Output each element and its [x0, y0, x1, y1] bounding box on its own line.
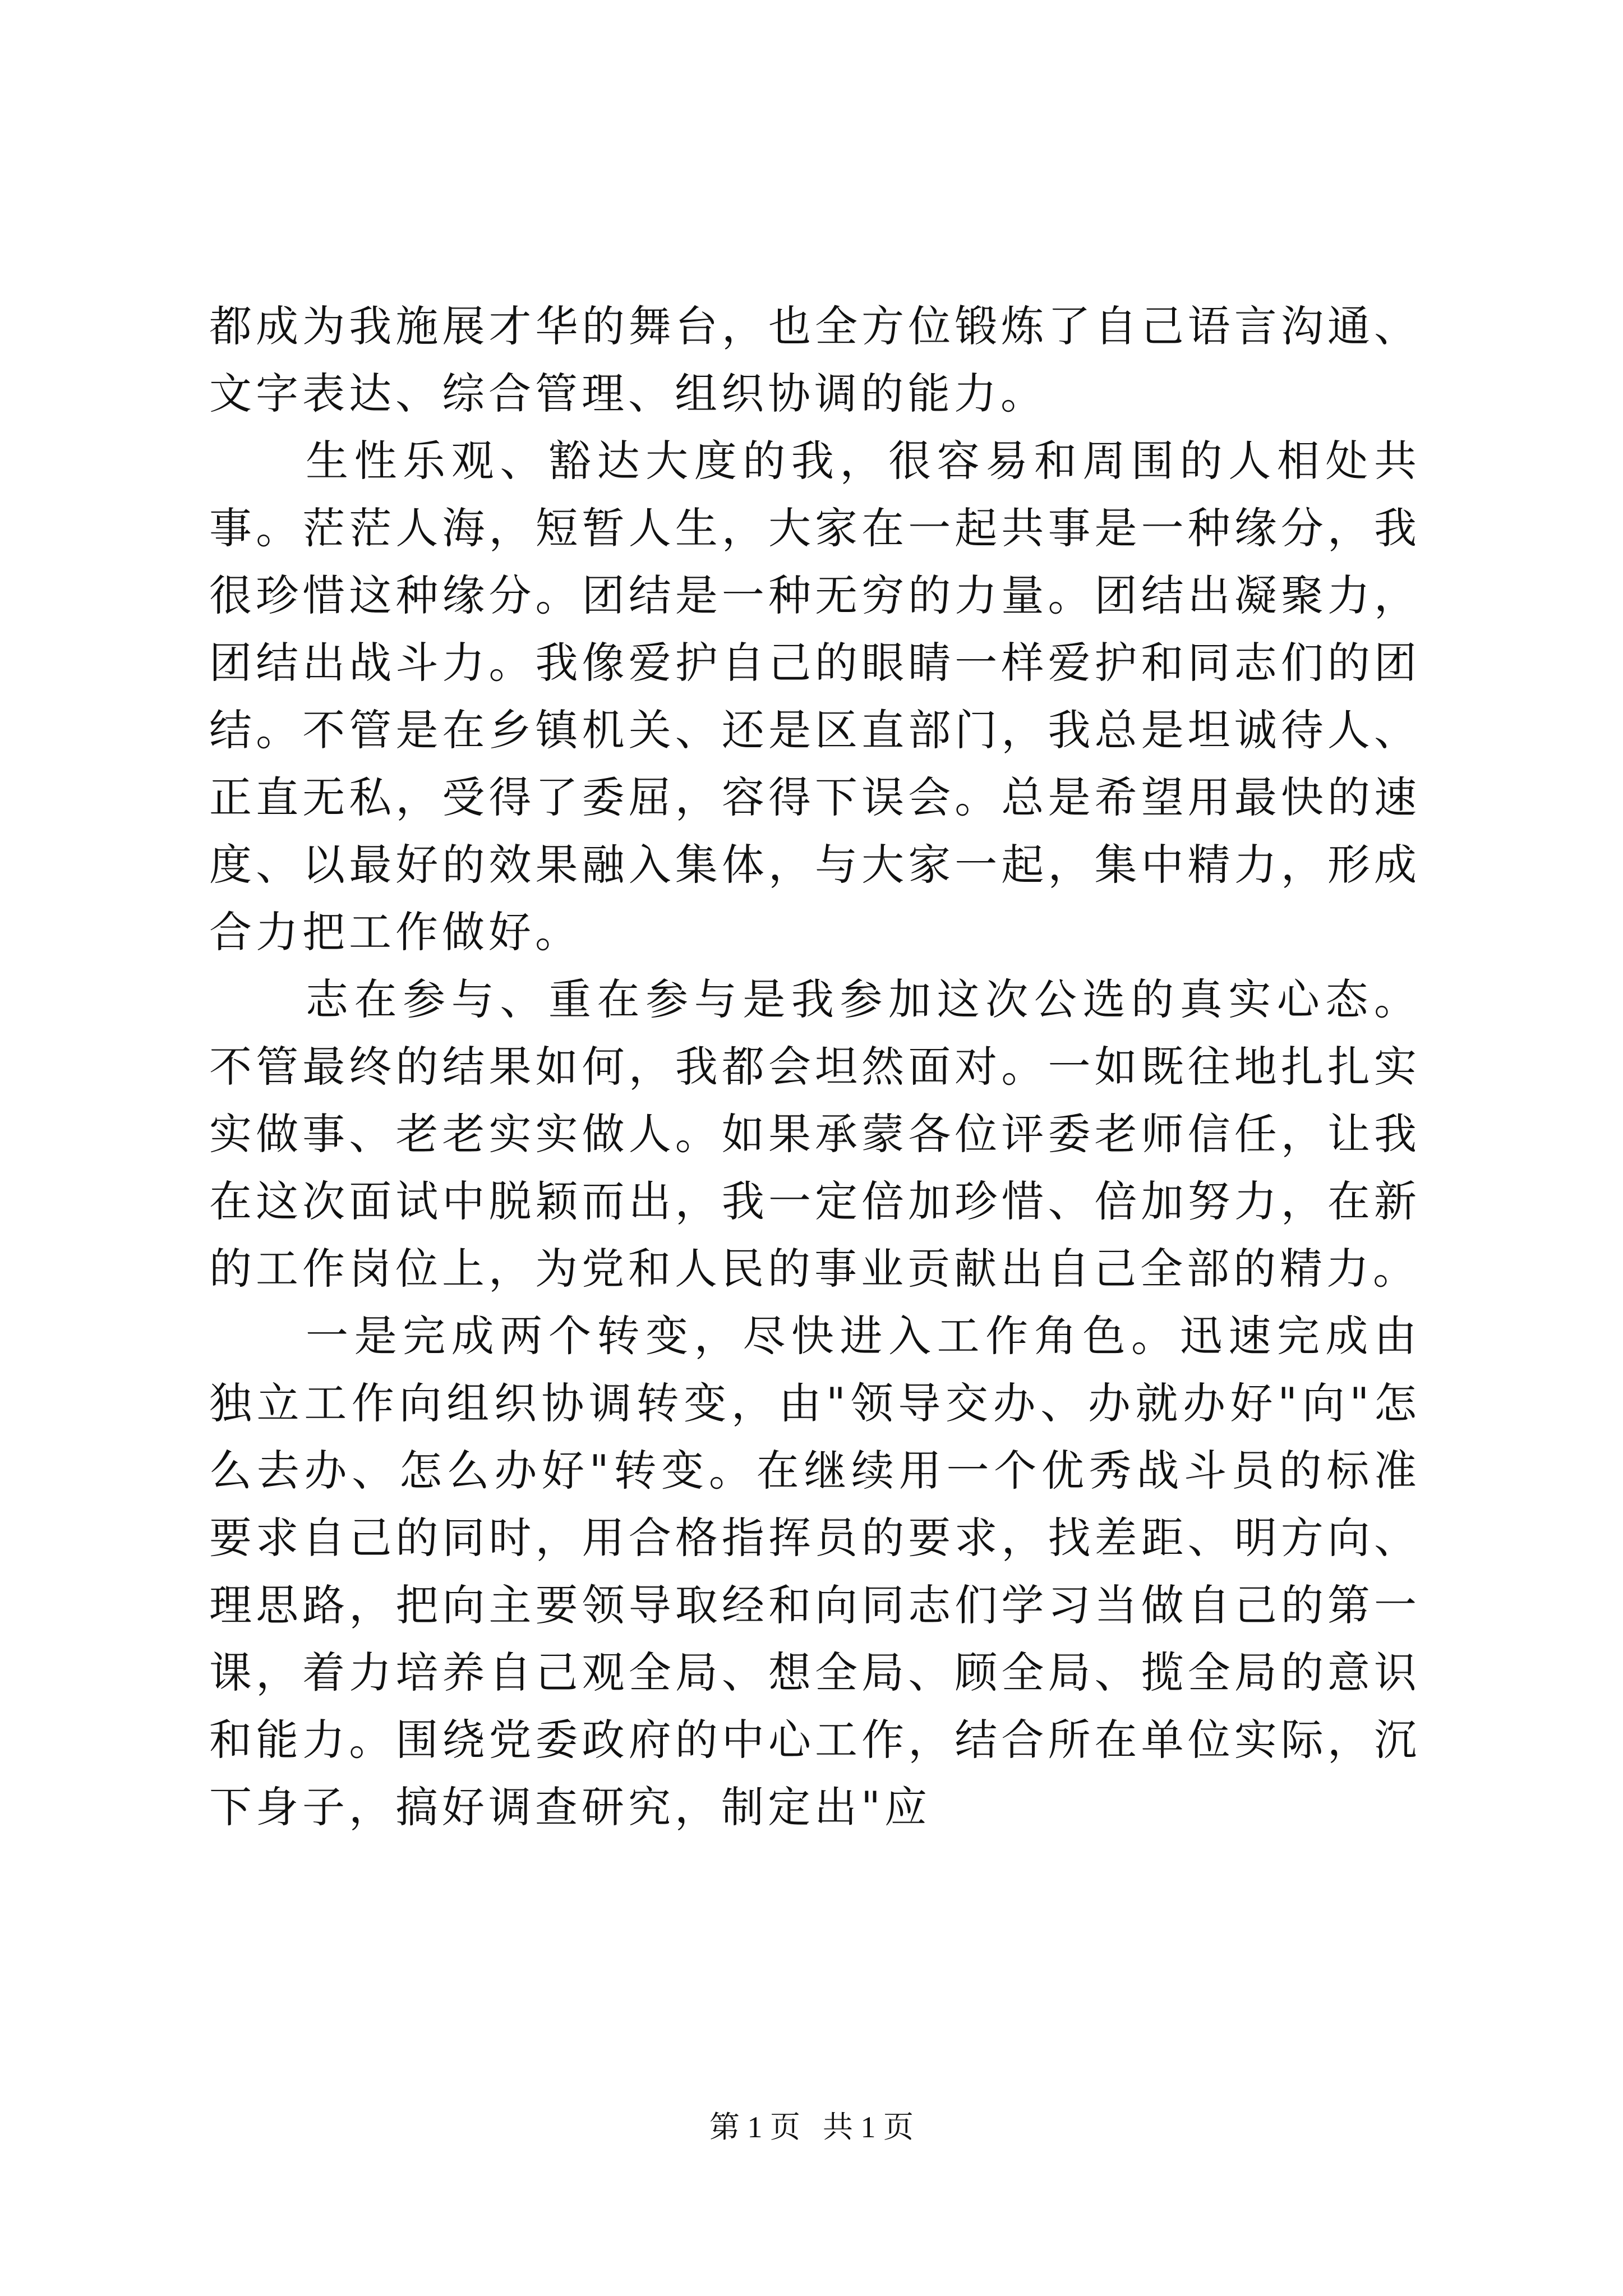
paragraph-attitude: 志在参与、重在参与是我参加这次公选的真实心态。不管最终的结果如何，我都会坦然面对。一如既往地扎扎实实做事、老老实实做人。如果承蒙各位评委老师信任，让我在这次面试中脱颖而出，我一定倍加珍惜、倍加努力，在新的工作岗位上，为党和人民的事业贡献出自己全部的精力。 — [209, 974, 1421, 1294]
paragraph-plan-first-point: 一是完成两个转变，尽快进入工作角色。迅速完成由独立工作向组织协调转变，由"领导交办、办就办好"向"怎么去办、怎么办好"转变。在继续用一个优秀战斗员的标准要求自己的同时，用合格指挥员的要求，找差距、明方向、理思路，把向主要领导取经和向同志们学习当做自己的第一课，着力培养自己观全局、想全局、顾全局、揽全局的意识和能力。围绕党委政府的中心工作，结合所在单位实际，沉下身子，搞好调查研究，制定出"应 — [209, 1311, 1421, 1832]
page-footer — [0, 2108, 1623, 2147]
page-number: 第 1 页 — [709, 2110, 800, 2144]
page-total: 共 1 页 — [823, 2110, 914, 2144]
paragraph-continuation: 都成为我施展才华的舞台，也全方位锻炼了自己语言沟通、文字表达、综合管理、组织协调的能力。 — [209, 301, 1421, 418]
document-body — [209, 293, 1421, 1841]
paragraph-personality: 生性乐观、豁达大度的我，很容易和周围的人相处共事。茫茫人海，短暂人生，大家在一起共事是一种缘分，我很珍惜这种缘分。团结是一种无穷的力量。团结出凝聚力，团结出战斗力。我像爱护自己的眼睛一样爱护和同志们的团结。不管是在乡镇机关、还是区直部门，我总是坦诚待人、正直无私，受得了委屈，容得下误会。总是希望用最快的速度、以最好的效果融入集体，与大家一起，集中精力，形成合力把工作做好。 — [209, 436, 1421, 957]
